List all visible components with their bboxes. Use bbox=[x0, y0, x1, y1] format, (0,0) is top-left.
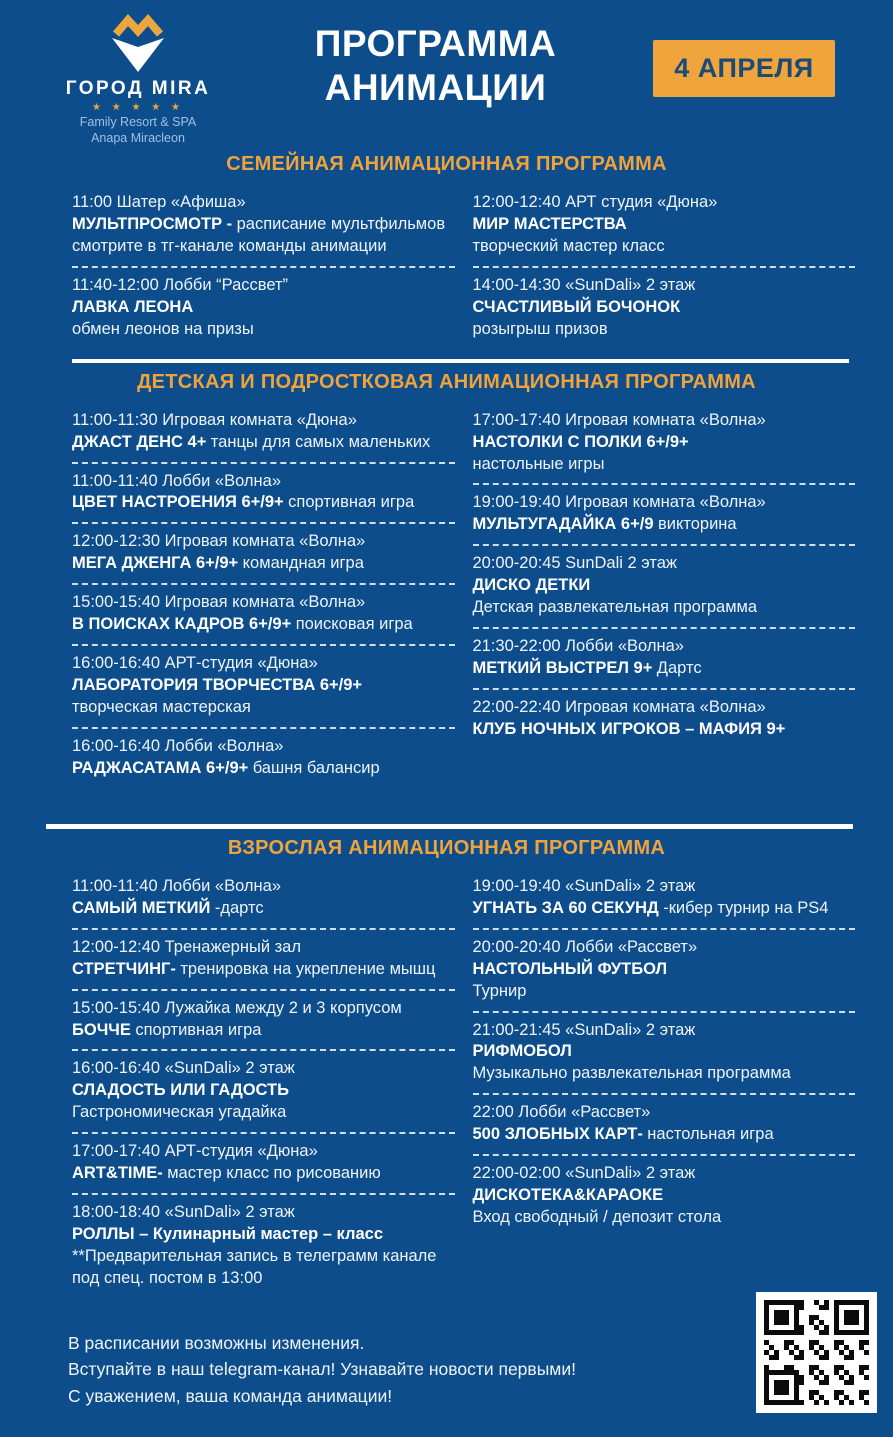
event-title: РИФМОБОЛ bbox=[472, 1042, 572, 1061]
event-description: обмен леонов на призы bbox=[72, 319, 254, 338]
event-item bbox=[72, 471, 457, 515]
dashed-separator bbox=[473, 627, 856, 629]
event-time-location: 11:40-12:00 Лобби “Рассвет” bbox=[72, 275, 289, 294]
dashed-separator bbox=[473, 483, 856, 485]
event-title-line bbox=[473, 214, 858, 236]
event-title-line bbox=[72, 614, 457, 636]
event-item bbox=[473, 697, 858, 741]
event-title: МУЛЬТПРОСМОТР - bbox=[72, 214, 233, 233]
event-title-line bbox=[72, 432, 457, 454]
dashed-separator bbox=[72, 462, 455, 464]
poster-footer bbox=[0, 1292, 893, 1437]
event-title-line bbox=[473, 575, 858, 597]
dashed-separator bbox=[473, 1011, 856, 1013]
event-item bbox=[72, 1202, 457, 1290]
event-time-location: 19:00-19:40 Игровая комната «Волна» bbox=[472, 493, 766, 512]
event-title: ART&TIME- bbox=[72, 1164, 163, 1183]
event-time-location: 21:30-22:00 Лобби «Волна» bbox=[472, 637, 684, 656]
event-time-location: 18:00-18:40 «SunDali» 2 этаж bbox=[72, 1203, 295, 1222]
event-time-location: 12:00-12:30 Игровая комната «Волна» bbox=[72, 532, 366, 551]
event-time-location: 11:00-11:30 Игровая комната «Дюна» bbox=[72, 410, 357, 429]
event-title-line bbox=[473, 898, 858, 920]
event-description: Гастрономическая угадайка bbox=[72, 1103, 287, 1122]
event-description-inline: расписание мультфильмов смотрите в тг-канале команды анимации bbox=[72, 214, 446, 255]
section-columns bbox=[0, 866, 893, 1292]
event-item bbox=[473, 1020, 858, 1086]
qr-code-pattern bbox=[764, 1300, 869, 1405]
event-title: 500 ЗЛОБНЫХ КАРТ- bbox=[472, 1125, 643, 1144]
event-title: МЕТКИЙ ВЫСТРЕЛ 9+ bbox=[472, 659, 653, 678]
event-description: Музыкально развлекательная программа bbox=[472, 1064, 791, 1083]
event-description-inline: башня балансир bbox=[252, 758, 380, 777]
event-description: Детская развлекательная программа bbox=[472, 598, 758, 617]
dashed-separator bbox=[72, 266, 455, 268]
event-item bbox=[72, 275, 457, 341]
schedule-column bbox=[72, 190, 457, 343]
event-time-location: 11:00 Шатер «Афиша» bbox=[72, 193, 246, 211]
event-description-inline: поисковая игра bbox=[295, 615, 413, 634]
event-title-line bbox=[473, 1185, 858, 1207]
event-time-location: 12:00-12:40 Тренажерный зал bbox=[72, 937, 301, 956]
event-item bbox=[473, 192, 858, 258]
event-title-line bbox=[72, 1224, 457, 1246]
schedule-column bbox=[72, 408, 457, 782]
event-title: ДЖАСТ ДЕНС 4+ bbox=[72, 432, 207, 451]
event-description-inline: спортивная игра bbox=[288, 493, 415, 512]
event-item bbox=[473, 492, 858, 536]
heart-m-logo-icon bbox=[105, 16, 171, 74]
program-sections bbox=[0, 145, 893, 1292]
section-divider bbox=[72, 359, 849, 363]
event-description: творческая мастерская bbox=[72, 698, 251, 716]
event-title: ЛАВКА ЛЕОНА bbox=[72, 297, 194, 316]
dashed-separator bbox=[72, 1132, 455, 1134]
event-item bbox=[473, 1102, 858, 1146]
event-item bbox=[473, 275, 858, 341]
event-title-line bbox=[473, 1124, 858, 1146]
logo-subtitle-resort: Family Resort & SPA bbox=[79, 115, 197, 129]
event-description-inline: мастер класс по рисованию bbox=[167, 1164, 381, 1183]
event-time-location: 16:00-16:40 АРТ-студия «Дюна» bbox=[72, 654, 318, 673]
resort-logo bbox=[58, 14, 218, 145]
logo-stars: ★ ★ ★ ★ ★ bbox=[92, 102, 184, 113]
event-item bbox=[72, 736, 457, 780]
event-title-line bbox=[473, 959, 858, 981]
event-title: МЕГА ДЖЕНГА 6+/9+ bbox=[72, 554, 239, 573]
event-title-line bbox=[473, 658, 858, 680]
dashed-separator bbox=[72, 727, 455, 729]
event-title-line bbox=[473, 297, 858, 319]
event-time-location: 16:00-16:40 Лобби «Волна» bbox=[72, 736, 284, 755]
poster-header bbox=[0, 0, 893, 145]
event-title: САМЫЙ МЕТКИЙ bbox=[72, 898, 211, 917]
event-description-inline: викторина bbox=[657, 515, 737, 534]
dashed-separator bbox=[473, 688, 856, 690]
event-description-inline: танцы для самых маленьких bbox=[210, 432, 431, 451]
event-time-location: 17:00-17:40 Игровая комната «Волна» bbox=[472, 410, 766, 429]
dashed-separator bbox=[473, 1093, 856, 1095]
dashed-separator bbox=[473, 928, 856, 930]
poster-title bbox=[218, 22, 653, 111]
schedule-column bbox=[473, 190, 858, 343]
dashed-separator bbox=[473, 1154, 856, 1156]
event-title: МИР МАСТЕРСТВА bbox=[472, 214, 627, 233]
event-time-location: 15:00-15:40 Лужайка между 2 и 3 корпусом bbox=[72, 998, 402, 1017]
event-title: СЛАДОСТЬ ИЛИ ГАДОСТЬ bbox=[72, 1081, 289, 1100]
event-time-location: 21:00-21:45 «SunDali» 2 этаж bbox=[472, 1020, 696, 1039]
section-title: СЕМЕЙНАЯ АНИМАЦИОННАЯ ПРОГРАММА bbox=[226, 153, 667, 175]
event-time-location: 19:00-19:40 «SunDali» 2 этаж bbox=[472, 876, 696, 895]
event-description: розыгрыш призов bbox=[472, 319, 608, 338]
footer-note-changes: В расписании возможны изменения. bbox=[68, 1333, 365, 1354]
event-title-line bbox=[473, 514, 858, 536]
event-title-line bbox=[72, 1020, 457, 1042]
section-title: ДЕТСКАЯ И ПОДРОСТКОВАЯ АНИМАЦИОННАЯ ПРОГРАММА bbox=[137, 370, 756, 393]
event-description-inline: -дартс bbox=[214, 898, 264, 917]
event-description-inline: Дартс bbox=[656, 659, 702, 678]
section-columns bbox=[0, 182, 893, 343]
event-title: СТРЕТЧИНГ- bbox=[72, 959, 176, 978]
poster-title-line2: АНИМАЦИИ bbox=[324, 67, 547, 109]
logo-subtitle-location: Anapa Miracleon bbox=[91, 131, 185, 145]
schedule-column bbox=[473, 874, 858, 1292]
section-divider bbox=[46, 824, 853, 829]
event-title: НАСТОЛКИ С ПОЛКИ 6+/9+ bbox=[472, 432, 689, 451]
event-description: настольные игры bbox=[472, 454, 605, 473]
event-title: НАСТОЛЬНЫЙ ФУТБОЛ bbox=[472, 959, 668, 978]
event-item bbox=[72, 1141, 457, 1185]
event-description-inline: тренировка на укрепление мышц bbox=[180, 959, 436, 978]
event-title-line bbox=[72, 758, 457, 780]
dashed-separator bbox=[72, 1049, 455, 1051]
event-description: Вход свободный / депозит стола bbox=[472, 1208, 722, 1227]
event-title-line bbox=[473, 432, 858, 454]
event-item bbox=[473, 553, 858, 619]
event-title-line bbox=[72, 214, 457, 258]
event-title: РОЛЛЫ – Кулинарный мастер – класс bbox=[72, 1225, 384, 1244]
event-title-line bbox=[72, 553, 457, 575]
event-title-line bbox=[473, 719, 858, 741]
date-badge: 4 АПРЕЛЯ bbox=[653, 40, 835, 97]
event-item bbox=[72, 531, 457, 575]
dashed-separator bbox=[72, 583, 455, 585]
section-columns bbox=[0, 400, 893, 782]
poster-title-line1: ПРОГРАММА bbox=[314, 23, 557, 64]
event-title: В ПОИСКАХ КАДРОВ 6+/9+ bbox=[72, 615, 292, 634]
event-title-line bbox=[72, 297, 457, 319]
event-title-line bbox=[72, 898, 457, 920]
event-time-location: 11:00-11:40 Лобби «Волна» bbox=[72, 471, 282, 490]
event-item bbox=[72, 998, 457, 1042]
dashed-separator bbox=[473, 544, 856, 546]
event-title: РАДЖАСАТАМА 6+/9+ bbox=[72, 758, 249, 777]
event-time-location: 12:00-12:40 АРТ студия «Дюна» bbox=[472, 193, 718, 211]
event-title-line bbox=[72, 675, 457, 697]
event-item bbox=[72, 653, 457, 719]
dashed-separator bbox=[72, 644, 455, 646]
event-time-location: 20:00-20:40 Лобби «Рассвет» bbox=[472, 937, 698, 956]
event-title-line bbox=[72, 959, 457, 981]
event-item bbox=[72, 410, 457, 454]
event-title-line bbox=[72, 492, 457, 514]
event-description: **Предварительная запись в телеграмм канале под спец. постом в 13:00 bbox=[72, 1247, 437, 1287]
qr-code bbox=[756, 1292, 877, 1413]
event-item bbox=[72, 192, 457, 258]
event-title-line bbox=[473, 1041, 858, 1063]
event-title: БОЧЧЕ bbox=[72, 1020, 131, 1039]
event-time-location: 22:00-02:00 «SunDali» 2 этаж bbox=[472, 1164, 696, 1183]
event-time-location: 16:00-16:40 «SunDali» 2 этаж bbox=[72, 1059, 295, 1078]
event-time-location: 14:00-14:30 «SunDali» 2 этаж bbox=[472, 275, 696, 294]
event-description-inline: настольная игра bbox=[647, 1125, 774, 1144]
dashed-separator bbox=[72, 522, 455, 524]
event-title: СЧАСТЛИВЫЙ БОЧОНОК bbox=[472, 297, 681, 316]
event-time-location: 22:00-22:40 Игровая комната «Волна» bbox=[472, 698, 766, 716]
event-description: творческий мастер класс bbox=[472, 236, 665, 255]
event-item bbox=[473, 410, 858, 476]
event-time-location: 11:00-11:40 Лобби «Волна» bbox=[72, 876, 282, 895]
event-item bbox=[72, 1058, 457, 1124]
event-item bbox=[473, 876, 858, 920]
event-item bbox=[473, 937, 858, 1003]
event-title-line bbox=[72, 1163, 457, 1185]
event-item bbox=[72, 876, 457, 920]
schedule-column bbox=[473, 408, 858, 782]
event-title: ЛАБОРАТОРИЯ ТВОРЧЕСТВА 6+/9+ bbox=[72, 676, 363, 695]
dashed-separator bbox=[72, 989, 455, 991]
event-time-location: 15:00-15:40 Игровая комната «Волна» bbox=[72, 593, 366, 612]
event-title: КЛУБ НОЧНЫХ ИГРОКОВ – МАФИЯ 9+ bbox=[472, 719, 786, 738]
event-title: ЦВЕТ НАСТРОЕНИЯ 6+/9+ bbox=[72, 493, 284, 512]
event-description: Турнир bbox=[472, 981, 527, 1000]
event-title: ДИСКОТЕКА&КАРАОКЕ bbox=[472, 1186, 664, 1205]
dashed-separator bbox=[72, 928, 455, 930]
event-item bbox=[473, 1163, 858, 1229]
event-title: ДИСКО ДЕТКИ bbox=[472, 576, 591, 595]
event-time-location: 17:00-17:40 АРТ-студия «Дюна» bbox=[72, 1142, 318, 1161]
schedule-column bbox=[72, 874, 457, 1292]
dashed-separator bbox=[473, 266, 856, 268]
dashed-separator bbox=[72, 1193, 455, 1195]
event-title-line bbox=[72, 1080, 457, 1102]
logo-name: ГОРОД MIRA bbox=[65, 78, 211, 99]
footer-note-telegram: Вступайте в наш telegram-канал! Узнавайте новости первыми! bbox=[68, 1359, 576, 1380]
event-item bbox=[473, 636, 858, 680]
footer-notes bbox=[68, 1330, 576, 1413]
event-time-location: 22:00 Лобби «Рассвет» bbox=[472, 1103, 651, 1122]
footer-note-signature: С уважением, ваша команда анимации! bbox=[68, 1385, 393, 1406]
event-description-inline: -кибер турнир на PS4 bbox=[663, 898, 829, 917]
event-title: МУЛЬТУГАДАЙКА 6+/9 bbox=[472, 515, 654, 534]
event-item bbox=[72, 937, 457, 981]
event-time-location: 20:00-20:45 SunDali 2 этаж bbox=[472, 554, 677, 573]
event-description-inline: командная игра bbox=[242, 554, 364, 573]
event-title: УГНАТЬ ЗА 60 СЕКУНД bbox=[472, 898, 659, 917]
section-title: ВЗРОСЛАЯ АНИМАЦИОННАЯ ПРОГРАММА bbox=[227, 836, 666, 859]
event-item bbox=[72, 592, 457, 636]
event-description-inline: спортивная игра bbox=[135, 1020, 262, 1039]
